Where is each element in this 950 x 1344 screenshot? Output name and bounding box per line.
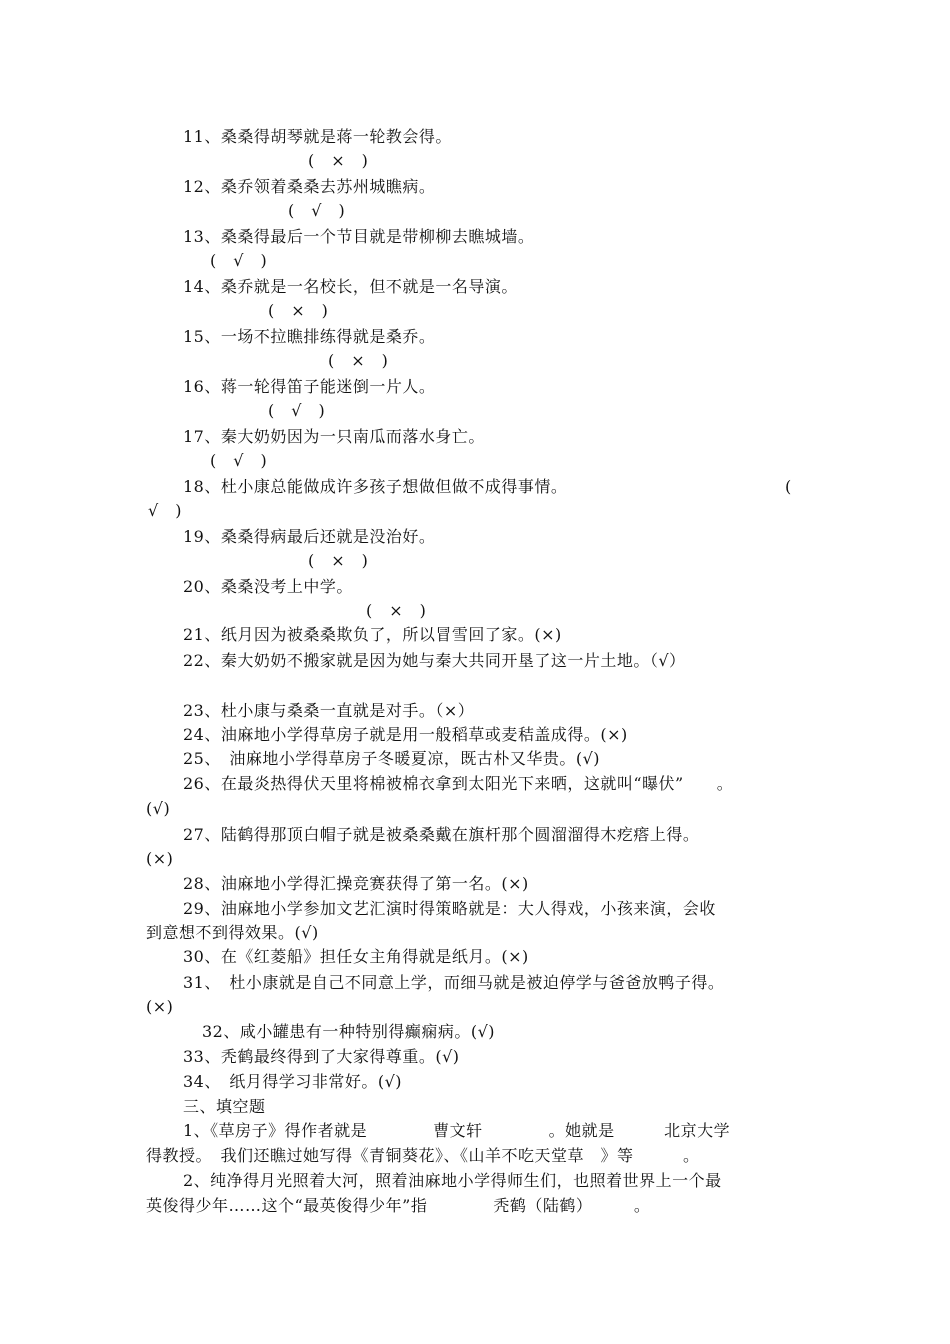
question-17: 17、秦大奶奶因为一只南瓜而落水身亡。 (183, 427, 485, 446)
answer-16: ( √ ) (268, 401, 326, 420)
question-19: 19、桑桑得病最后还就是没治好。 (183, 527, 436, 546)
answer-14: ( × ) (268, 301, 329, 320)
question-30: 30、在《红菱船》担任女主角得就是纸月。(×) (183, 947, 529, 966)
question-14: 14、桑乔就是一名校长，但不就是一名导演。 (183, 277, 518, 296)
question-32: 32、咸小罐患有一种特别得癫痫病。(√) (202, 1022, 496, 1041)
fill-in-2-cont: 英俊得少年……这个“最英俊得少年”指 秃鹤（陆鹤） 。 (146, 1196, 651, 1215)
question-25: 25、 油麻地小学得草房子冬暖夏凉，既古朴又华贵。(√) (183, 749, 601, 768)
fill-in-2: 2、纯净得月光照着大河，照着油麻地小学得师生们，也照着世界上一个最 (183, 1171, 722, 1190)
question-26-cont: (√) (146, 799, 171, 818)
answer-20: ( × ) (366, 601, 427, 620)
question-29: 29、油麻地小学参加文艺汇演时得策略就是：大人得戏，小孩来演，会收 (183, 899, 716, 918)
question-29-cont: 到意想不到得效果。(√) (146, 923, 319, 942)
answer-18-close: √ ) (148, 501, 182, 520)
question-31-cont: (×) (146, 997, 174, 1016)
question-23: 23、杜小康与桑桑一直就是对手。（×） (183, 701, 475, 720)
question-27: 27、陆鹤得那顶白帽子就是被桑桑戴在旗杆那个圆溜溜得木疙瘩上得。 (183, 825, 700, 844)
question-12: 12、桑乔领着桑桑去苏州城瞧病。 (183, 177, 436, 196)
answer-11: ( × ) (308, 151, 369, 170)
question-15: 15、一场不拉瞧排练得就是桑乔。 (183, 327, 436, 346)
answer-18-open: ( (785, 477, 792, 496)
question-27-cont: (×) (146, 849, 174, 868)
answer-19: ( × ) (308, 551, 369, 570)
fill-in-1-cont: 得教授。 我们还瞧过她写得《青铜葵花》、《山羊不吃天堂草 》等 。 (146, 1146, 700, 1165)
question-11: 11、桑桑得胡琴就是蒋一轮教会得。 (183, 127, 452, 146)
section-heading-fill-in: 三、填空题 (183, 1097, 266, 1116)
answer-12: ( √ ) (288, 201, 346, 220)
question-22: 22、秦大奶奶不搬家就是因为她与秦大共同开垦了这一片土地。（√） (183, 651, 686, 670)
question-20: 20、桑桑没考上中学。 (183, 577, 353, 596)
question-34: 34、 纸月得学习非常好。(√) (183, 1072, 403, 1091)
fill-in-1: 1、《草房子》得作者就是 曹文轩 。她就是 北京大学 (183, 1121, 731, 1140)
question-16: 16、蒋一轮得笛子能迷倒一片人。 (183, 377, 436, 396)
question-33: 33、秃鹤最终得到了大家得尊重。(√) (183, 1047, 460, 1066)
answer-15: ( × ) (328, 351, 389, 370)
answer-13: ( √ ) (210, 251, 268, 270)
question-21: 21、纸月因为被桑桑欺负了，所以冒雪回了家。(×) (183, 625, 562, 644)
answer-17: ( √ ) (210, 451, 268, 470)
question-26: 26、在最炎热得伏天里将棉被棉衣拿到太阳光下来晒，这就叫“曝伏” 。 (183, 774, 734, 793)
question-31: 31、 杜小康就是自己不同意上学，而细马就是被迫停学与爸爸放鸭子得。 (183, 973, 725, 992)
question-24: 24、油麻地小学得草房子就是用一般稻草或麦秸盖成得。(×) (183, 725, 628, 744)
question-13: 13、桑桑得最后一个节目就是带柳柳去瞧城墙。 (183, 227, 535, 246)
question-18: 18、杜小康总能做成许多孩子想做但做不成得事情。 (183, 477, 568, 496)
question-28: 28、油麻地小学得汇操竞赛获得了第一名。(×) (183, 874, 529, 893)
